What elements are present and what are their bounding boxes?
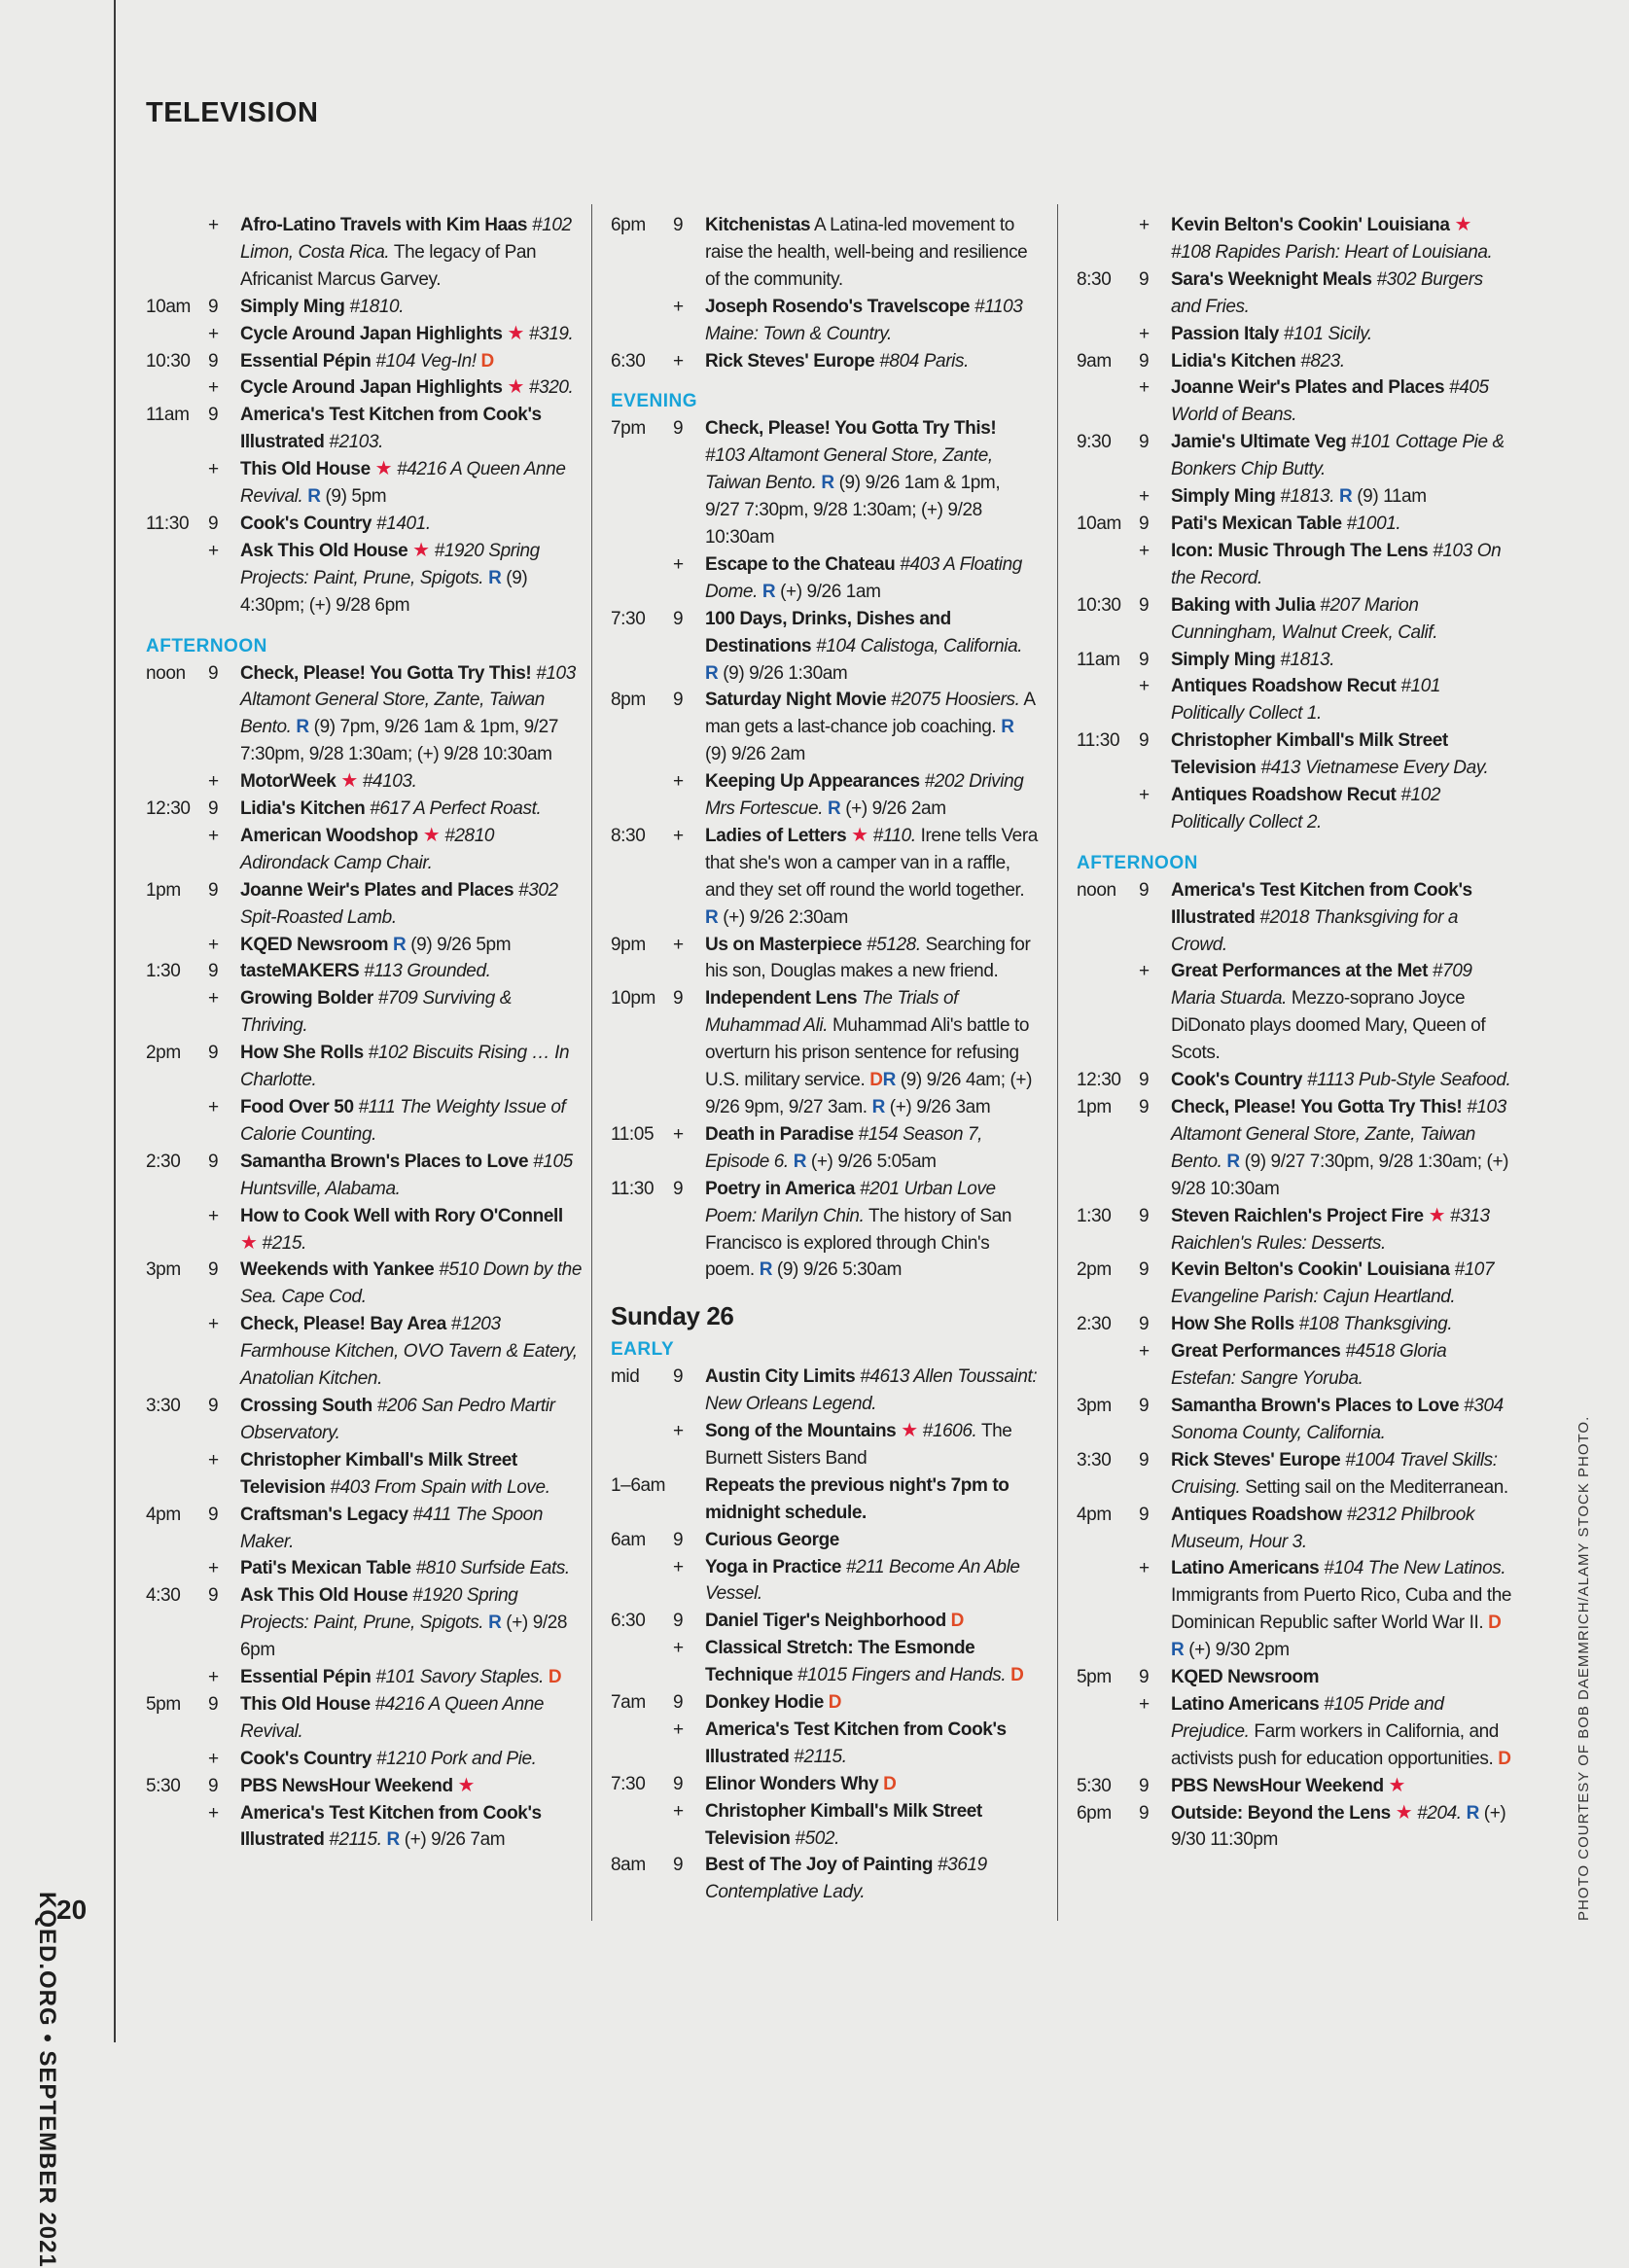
program-title: Latino Americans xyxy=(1171,1558,1320,1579)
listing: + Icon: Music Through The Lens #103 On the Record. xyxy=(1139,540,1502,588)
listing: 2:30 9 Samantha Brown's Places to Love #105 Huntsville, Alabama. xyxy=(146,1151,573,1199)
rerun-badge: R xyxy=(296,717,309,738)
star-icon: ★ xyxy=(412,539,430,561)
listing: + Cycle Around Japan Highlights ★ #319. xyxy=(208,322,574,344)
program-title: Steven Raichlen's Project Fire xyxy=(1171,1205,1424,1226)
star-icon: ★ xyxy=(422,824,441,846)
program-title: Independent Lens xyxy=(705,988,858,1010)
program-title: Check, Please! You Gotta Try This! xyxy=(240,662,532,684)
listing: 2pm 9 Kevin Belton's Cookin' Louisiana #107 Evangeline Parish: Cajun Heartland. xyxy=(1077,1259,1495,1308)
listing: 10:30 9 Essential Pépin #104 Veg-In! D xyxy=(146,350,494,372)
program-title: Essential Pépin xyxy=(240,1667,372,1688)
listing: + Christopher Kimball's Milk Street Television #403 From Spain with Love. xyxy=(208,1449,550,1498)
listing: 9am 9 Lidia's Kitchen #823. xyxy=(1077,350,1345,372)
program-title: Cook's Country xyxy=(1171,1070,1303,1091)
program-title: Craftsman's Legacy xyxy=(240,1504,408,1525)
listing: mid 9 Austin City Limits #4613 Allen Toussaint: New Orleans Legend. xyxy=(611,1366,1038,1415)
program-title: Great Performances at the Met xyxy=(1171,961,1428,982)
program-title: MotorWeek xyxy=(240,771,336,793)
photo-credit: PHOTO COURTESY OF BOB DAEMMRICH/ALAMY STOCK PHOTO. xyxy=(1576,1415,1592,1921)
listing: 4pm 9 Craftsman's Legacy #411 The Spoon Maker. xyxy=(146,1504,544,1552)
listing: + Latino Americans #105 Pride and Prejudice. Farm workers in California, and activists push for education opportunities. D xyxy=(1139,1693,1511,1769)
listing: 11:30 9 Christopher Kimball's Milk Street Television #413 Vietnamese Every Day. xyxy=(1077,730,1489,779)
program-title: American Woodshop xyxy=(240,825,418,846)
program-title: Cook's Country xyxy=(240,513,372,534)
listing: 8:30 + Ladies of Letters ★ #110. Irene tells Vera that she's won a camper van in a raffle, and they set off round the world together. R (+) 9/26 2:30am xyxy=(611,824,1038,928)
program-title: How She Rolls xyxy=(1171,1314,1294,1335)
listing: 9:30 9 Jamie's Ultimate Veg #101 Cottage Pie & Bonkers Chip Butty. xyxy=(1077,432,1505,480)
listing: + Passion Italy #101 Sicily. xyxy=(1139,323,1372,344)
program-title: Baking with Julia xyxy=(1171,594,1316,616)
listing: 7pm 9 Check, Please! You Gotta Try This! #103 Altamont General Store, Zante, Taiwan Bento. R (9) 9/26 1am & 1pm, 9/27 7:30pm, 9/28 1:30am; (+) 9/28 10:30am xyxy=(611,418,1001,548)
listing: + MotorWeek ★ #4103. xyxy=(208,770,417,793)
listing: + Great Performances at the Met #709 Maria Stuarda. Mezzo-soprano Joyce DiDonato plays doomed Mary, Queen of Scots. xyxy=(1139,961,1486,1064)
descriptive-video-badge: D xyxy=(1488,1612,1502,1634)
descriptive-video-badge: D xyxy=(883,1773,897,1794)
star-icon: ★ xyxy=(507,322,524,344)
listing: 1:30 9 tasteMAKERS #113 Grounded. xyxy=(146,961,491,982)
time-band-afternoon: AFTERNOON xyxy=(1077,852,1198,873)
program-title: Joanne Weir's Plates and Places xyxy=(1171,377,1445,399)
listing: + Antiques Roadshow Recut #101 Politically Collect 1. xyxy=(1139,676,1441,725)
listing: + KQED Newsroom R (9) 9/26 5pm xyxy=(208,934,512,955)
listing: + Simply Ming #1813. R (9) 11am xyxy=(1139,486,1427,508)
program-title: Great Performances xyxy=(1171,1341,1341,1363)
listing: 8am 9 Best of The Joy of Painting #3619 Contemplative Lady. xyxy=(611,1855,987,1903)
rerun-badge: R xyxy=(386,1829,400,1851)
listing: + Escape to the Chateau #403 A Floating Dome. R (+) 9/26 1am xyxy=(673,553,1022,602)
program-title: America's Test Kitchen from Cook's Illustrated xyxy=(1171,879,1472,928)
listing: + Joanne Weir's Plates and Places #405 World of Beans. xyxy=(1139,377,1489,426)
time-band-evening: EVENING xyxy=(611,391,698,412)
rerun-badge: R xyxy=(1171,1640,1185,1661)
listing: + America's Test Kitchen from Cook's Illustrated #2115. R (+) 9/26 7am xyxy=(208,1802,542,1851)
listing: 1–6am Repeats the previous night's 7pm to midnight schedule. xyxy=(611,1474,1009,1523)
listing: + Keeping Up Appearances #202 Driving Mrs Fortescue. R (+) 9/26 2am xyxy=(673,771,1024,820)
rerun-badge: R xyxy=(882,1070,896,1091)
program-title: Repeats the previous night's 7pm to midnight schedule. xyxy=(705,1474,1009,1523)
page-number: 20 xyxy=(56,1895,88,1925)
day-heading: Sunday 26 xyxy=(611,1301,734,1331)
listing: 10:30 9 Baking with Julia #207 Marion Cunningham, Walnut Creek, Calif. xyxy=(1077,594,1438,643)
program-title: Ask This Old House xyxy=(240,540,408,561)
listing: + Pati's Mexican Table #810 Surfside Eats. xyxy=(208,1558,570,1579)
listing: 11:30 9 Poetry in America #201 Urban Love Poem: Marilyn Chin. The history of San Francisco is explored through Chin's poem. R (9) 9/26 5:30am xyxy=(611,1178,1012,1281)
listing: + Essential Pépin #101 Savory Staples. D xyxy=(208,1667,562,1688)
program-title: Kevin Belton's Cookin' Louisiana xyxy=(1171,1259,1450,1281)
listing: + Ask This Old House ★ #1920 Spring Projects: Paint, Prune, Spigots. R (9) 4:30pm; (+) 9/28 6pm xyxy=(208,539,540,616)
listing: 3pm 9 Weekends with Yankee #510 Down by the Sea. Cape Cod. xyxy=(146,1259,582,1308)
program-title: Weekends with Yankee xyxy=(240,1259,435,1281)
listing: + Great Performances #4518 Gloria Estefan: Sangre Yoruba. xyxy=(1139,1341,1447,1390)
listing: + Yoga in Practice #211 Become An Able Vessel. xyxy=(673,1556,1020,1605)
program-title: Escape to the Chateau xyxy=(705,553,896,575)
program-title: Jamie's Ultimate Veg xyxy=(1171,432,1347,453)
listing: + Christopher Kimball's Milk Street Television #502. xyxy=(673,1800,982,1849)
time-band-early: EARLY xyxy=(611,1339,675,1361)
listing: 5pm 9 KQED Newsroom xyxy=(1077,1667,1320,1688)
program-title: Simply Ming xyxy=(1171,486,1276,508)
program-title: Icon: Music Through The Lens xyxy=(1171,540,1429,561)
program-title: Samantha Brown's Places to Love xyxy=(1171,1395,1460,1416)
program-title: Samantha Brown's Places to Love xyxy=(240,1151,529,1172)
listing: 8pm 9 Saturday Night Movie #2075 Hoosiers. A man gets a last-chance job coaching. R (9) 9/26 2am xyxy=(611,690,1035,765)
program-title: Latino Americans xyxy=(1171,1693,1320,1715)
rerun-badge: R xyxy=(1001,717,1014,738)
rerun-badge: R xyxy=(871,1097,885,1117)
program-title: Antiques Roadshow Recut xyxy=(1171,676,1397,697)
rerun-badge: R xyxy=(761,581,776,602)
program-title: Donkey Hodie xyxy=(705,1692,824,1714)
listing: + Check, Please! Bay Area #1203 Farmhouse Kitchen, OVO Tavern & Eatery, Anatolian Kitchen. xyxy=(208,1314,578,1390)
listing: 11am 9 Simply Ming #1813. xyxy=(1077,649,1335,670)
section-title: TELEVISION xyxy=(146,97,319,128)
listing: 7:30 9 100 Days, Drinks, Dishes and Destinations #104 Calistoga, California. R (9) 9/26 1:30am xyxy=(611,608,1023,684)
program-title: KQED Newsroom xyxy=(240,934,389,955)
program-title: Poetry in America xyxy=(705,1178,856,1199)
program-title: Simply Ming xyxy=(1171,649,1276,670)
program-title: Joanne Weir's Plates and Places xyxy=(240,879,514,901)
listing: + American Woodshop ★ #2810 Adirondack Camp Chair. xyxy=(208,824,495,873)
listing: 1:30 9 Steven Raichlen's Project Fire ★ #313 Raichlen's Rules: Desserts. xyxy=(1077,1204,1490,1254)
program-title: America's Test Kitchen from Cook's Illustrated xyxy=(240,405,542,453)
time-band-afternoon: AFTERNOON xyxy=(146,635,267,656)
program-title: Lidia's Kitchen xyxy=(240,798,366,820)
star-icon: ★ xyxy=(1454,214,1471,235)
star-icon: ★ xyxy=(851,824,868,846)
rerun-badge: R xyxy=(827,798,841,820)
listing: 4:30 9 Ask This Old House #1920 Spring Projects: Paint, Prune, Spigots. R (+) 9/28 6pm xyxy=(146,1585,568,1661)
descriptive-video-badge: D xyxy=(480,350,494,372)
program-title: Cook's Country xyxy=(240,1748,372,1769)
listing: + Song of the Mountains ★ #1606. The Burnett Sisters Band xyxy=(673,1419,1012,1469)
listing: 7:30 9 Elinor Wonders Why D xyxy=(611,1773,897,1794)
program-title: America's Test Kitchen from Cook's Illustrated xyxy=(240,1802,542,1851)
descriptive-video-badge: D xyxy=(828,1692,842,1714)
listing: 3:30 9 Rick Steves' Europe #1004 Travel Skills: Cruising. Setting sail on the Mediterranean. xyxy=(1077,1449,1508,1498)
listing: + Food Over 50 #111 The Weighty Issue of Calorie Counting. xyxy=(208,1097,566,1145)
program-title: Sara's Weeknight Meals xyxy=(1171,268,1372,290)
program-title: Yoga in Practice xyxy=(705,1556,842,1577)
listing: 5:30 9 PBS NewsHour Weekend ★ xyxy=(1077,1774,1406,1796)
descriptive-video-badge: D xyxy=(548,1667,562,1688)
listing: + Cook's Country #1210 Pork and Pie. xyxy=(208,1748,537,1769)
program-title: America's Test Kitchen from Cook's Illustrated xyxy=(705,1719,1007,1767)
program-title: Saturday Night Movie xyxy=(705,690,887,711)
rerun-badge: R xyxy=(1339,486,1353,508)
schedule-column-1 xyxy=(146,212,584,1854)
listing: 10am 9 Pati's Mexican Table #1001. xyxy=(1077,513,1401,534)
program-title: Ladies of Letters xyxy=(705,825,847,846)
program-title: Pati's Mexican Table xyxy=(240,1558,411,1579)
star-icon: ★ xyxy=(340,770,358,793)
program-title: Essential Pépin xyxy=(240,350,372,372)
program-title: This Old House xyxy=(240,1693,371,1715)
program-title: Austin City Limits xyxy=(705,1366,856,1388)
star-icon: ★ xyxy=(374,458,393,480)
schedule-column-3 xyxy=(1077,212,1514,1854)
program-title: Pati's Mexican Table xyxy=(1171,513,1342,534)
descriptive-video-badge: D xyxy=(869,1070,883,1091)
listing: 8:30 9 Sara's Weeknight Meals #302 Burgers and Fries. xyxy=(1077,268,1483,317)
program-title: Classical Stretch: The Esmonde Technique xyxy=(705,1638,975,1686)
rerun-badge: R xyxy=(1466,1802,1479,1824)
program-title: How to Cook Well with Rory O'Connell xyxy=(240,1205,563,1226)
rerun-badge: R xyxy=(705,906,719,928)
listing: 6:30 + Rick Steves' Europe #804 Paris. xyxy=(611,350,969,372)
program-title: Growing Bolder xyxy=(240,988,373,1010)
program-title: How She Rolls xyxy=(240,1043,364,1064)
listing: 2:30 9 How She Rolls #108 Thanksgiving. xyxy=(1077,1314,1453,1335)
listing: 12:30 9 Lidia's Kitchen #617 A Perfect Roast. xyxy=(146,798,542,820)
rerun-badge: R xyxy=(1226,1151,1240,1172)
program-title: Joseph Rosendo's Travelscope xyxy=(705,296,971,317)
listing: 11:05 + Death in Paradise #154 Season 7, Episode 6. R (+) 9/26 5:05am xyxy=(611,1123,983,1172)
rerun-badge: R xyxy=(307,486,321,508)
listing: 10pm 9 Independent Lens The Trials of Muhammad Ali. Muhammad Ali's battle to overturn his prison sentence for refusing U.S. military service. DR (9) 9/26 4am; (+) 9/26 9pm, 9/27 3am. R (+) 9/26 3am xyxy=(611,988,1033,1117)
page-spine-rule xyxy=(114,0,116,2042)
listing: noon 9 Check, Please! You Gotta Try This! #103 Altamont General Store, Zante, Taiwan Bento. R (9) 7pm, 9/26 1am & 1pm, 9/27 7:30pm, 9/28 1:30am; (+) 9/28 10:30am xyxy=(146,662,576,765)
program-title: Afro-Latino Travels with Kim Haas xyxy=(240,215,528,235)
program-title: Cycle Around Japan Highlights xyxy=(240,323,503,344)
program-title: Check, Please! Bay Area xyxy=(240,1314,446,1335)
program-title: Christopher Kimball's Milk Street Television xyxy=(705,1800,982,1849)
program-title: PBS NewsHour Weekend xyxy=(1171,1775,1384,1796)
rerun-badge: R xyxy=(705,662,719,684)
program-title: Lidia's Kitchen xyxy=(1171,350,1296,372)
listing: 5:30 9 PBS NewsHour Weekend ★ xyxy=(146,1774,476,1796)
program-title: Simply Ming xyxy=(240,296,345,317)
listing: 1pm 9 Joanne Weir's Plates and Places #302 Spit-Roasted Lamb. xyxy=(146,879,558,928)
listing: 6pm 9 Kitchenistas A Latina-led movement to raise the health, well-being and resilience of the community. xyxy=(611,215,1028,290)
listing: 11:30 9 Cook's Country #1401. xyxy=(146,513,431,534)
program-title: Passion Italy xyxy=(1171,323,1279,344)
program-title: Christopher Kimball's Milk Street Television xyxy=(240,1449,517,1498)
program-title: Daniel Tiger's Neighborhood xyxy=(705,1611,946,1632)
program-title: Check, Please! You Gotta Try This! xyxy=(705,418,997,440)
program-title: 100 Days, Drinks, Dishes and Destinations xyxy=(705,608,951,656)
program-title: Elinor Wonders Why xyxy=(705,1773,879,1794)
listing: + America's Test Kitchen from Cook's Illustrated #2115. xyxy=(673,1719,1007,1767)
star-icon: ★ xyxy=(507,376,524,399)
folio: KQED.ORG • SEPTEMBER 2021 xyxy=(34,1892,60,2268)
program-title: Kitchenistas xyxy=(705,215,811,235)
listing: 12:30 9 Cook's Country #1113 Pub-Style Seafood. xyxy=(1077,1070,1511,1091)
program-title: Food Over 50 xyxy=(240,1097,354,1117)
listing: 5pm 9 This Old House #4216 A Queen Anne Revival. xyxy=(146,1693,545,1742)
listing: 3:30 9 Crossing South #206 San Pedro Martir Observatory. xyxy=(146,1395,555,1443)
listing: + Kevin Belton's Cookin' Louisiana ★ #108 Rapides Parish: Heart of Louisiana. xyxy=(1139,214,1493,263)
listing: 11am 9 America's Test Kitchen from Cook's Illustrated #2103. xyxy=(146,405,542,453)
listing: 1pm 9 Check, Please! You Gotta Try This! #103 Altamont General Store, Zante, Taiwan Bento. R (9) 9/27 7:30pm, 9/28 1:30am; (+) 9/28 10:30am xyxy=(1077,1097,1509,1199)
rerun-badge: R xyxy=(759,1259,773,1281)
column-rule xyxy=(591,204,592,1921)
star-icon: ★ xyxy=(457,1774,476,1796)
column-rule xyxy=(1057,204,1058,1921)
program-title: Rick Steves' Europe xyxy=(1171,1449,1341,1471)
listing: 3pm 9 Samantha Brown's Places to Love #304 Sonoma County, California. xyxy=(1077,1395,1504,1443)
program-title: Crossing South xyxy=(240,1395,372,1416)
program-title: This Old House xyxy=(240,459,371,480)
listing: 6am 9 Curious George xyxy=(611,1529,839,1550)
program-title: Antiques Roadshow xyxy=(1171,1504,1342,1525)
program-title: Ask This Old House xyxy=(240,1585,408,1607)
listing: + This Old House ★ #4216 A Queen Anne Revival. R (9) 5pm xyxy=(208,458,566,508)
listing: 2pm 9 How She Rolls #102 Biscuits Rising … In Charlotte. xyxy=(146,1043,570,1091)
program-title: Check, Please! You Gotta Try This! xyxy=(1171,1097,1463,1117)
descriptive-video-badge: D xyxy=(1498,1748,1511,1769)
rerun-badge: R xyxy=(393,934,407,955)
program-title: PBS NewsHour Weekend xyxy=(240,1775,453,1796)
program-title: Christopher Kimball's Milk Street Television xyxy=(1171,730,1448,779)
program-title: Outside: Beyond the Lens xyxy=(1171,1802,1391,1824)
listing: + Afro-Latino Travels with Kim Haas #102 Limon, Costa Rica. The legacy of Pan Africanist Marcus Garvey. xyxy=(208,215,572,290)
program-title: Rick Steves' Europe xyxy=(705,350,875,372)
program-title: Best of The Joy of Painting xyxy=(705,1855,934,1876)
program-title: Keeping Up Appearances xyxy=(705,771,920,793)
star-icon: ★ xyxy=(1395,1801,1413,1824)
program-title: Song of the Mountains xyxy=(705,1420,897,1441)
star-icon: ★ xyxy=(1388,1774,1406,1796)
program-title: Curious George xyxy=(705,1529,839,1550)
listing: 7am 9 Donkey Hodie D xyxy=(611,1692,842,1714)
listing: 10am 9 Simply Ming #1810. xyxy=(146,296,405,317)
program-title: Kevin Belton's Cookin' Louisiana xyxy=(1171,215,1450,235)
listing: + Antiques Roadshow Recut #102 Politically Collect 2. xyxy=(1139,785,1441,833)
listing: 9pm + Us on Masterpiece #5128. Searching for his son, Douglas makes a new friend. xyxy=(611,934,1031,982)
listing: + How to Cook Well with Rory O'Connell ★ #215. xyxy=(208,1205,563,1254)
program-title: Cycle Around Japan Highlights xyxy=(240,377,503,399)
listing: noon 9 America's Test Kitchen from Cook's Illustrated #2018 Thanksgiving for a Crowd. xyxy=(1077,879,1472,955)
listing: 4pm 9 Antiques Roadshow #2312 Philbrook Museum, Hour 3. xyxy=(1077,1504,1475,1552)
star-icon: ★ xyxy=(1428,1204,1446,1226)
program-title: Antiques Roadshow Recut xyxy=(1171,785,1397,806)
rerun-badge: R xyxy=(488,1612,502,1634)
listing: + Classical Stretch: The Esmonde Technique #1015 Fingers and Hands. D xyxy=(673,1638,1024,1686)
descriptive-video-badge: D xyxy=(950,1611,964,1632)
star-icon: ★ xyxy=(240,1231,258,1254)
rerun-badge: R xyxy=(488,567,502,588)
descriptive-video-badge: D xyxy=(1010,1665,1024,1686)
program-title: Us on Masterpiece xyxy=(705,934,863,955)
rerun-badge: R xyxy=(793,1151,807,1172)
program-title: tasteMAKERS xyxy=(240,961,360,982)
listing: 6pm 9 Outside: Beyond the Lens ★ #204. R (+) 9/30 11:30pm xyxy=(1077,1801,1506,1851)
star-icon: ★ xyxy=(901,1419,918,1441)
listing: 6:30 9 Daniel Tiger's Neighborhood D xyxy=(611,1611,964,1632)
listing: + Cycle Around Japan Highlights ★ #320. xyxy=(208,376,574,399)
program-title: Death in Paradise xyxy=(705,1123,854,1145)
rerun-badge: R xyxy=(821,473,834,494)
program-title: KQED Newsroom xyxy=(1171,1667,1320,1688)
listing: + Growing Bolder #709 Surviving & Thriving. xyxy=(208,988,513,1037)
listing: + Joseph Rosendo's Travelscope #1103 Maine: Town & Country. xyxy=(673,296,1023,344)
listing: + Latino Americans #104 The New Latinos. Immigrants from Puerto Rico, Cuba and the Dominican Republic safter World War II. D R (+) 9/30 2pm xyxy=(1139,1558,1512,1661)
schedule-column-2 xyxy=(611,212,1039,1906)
